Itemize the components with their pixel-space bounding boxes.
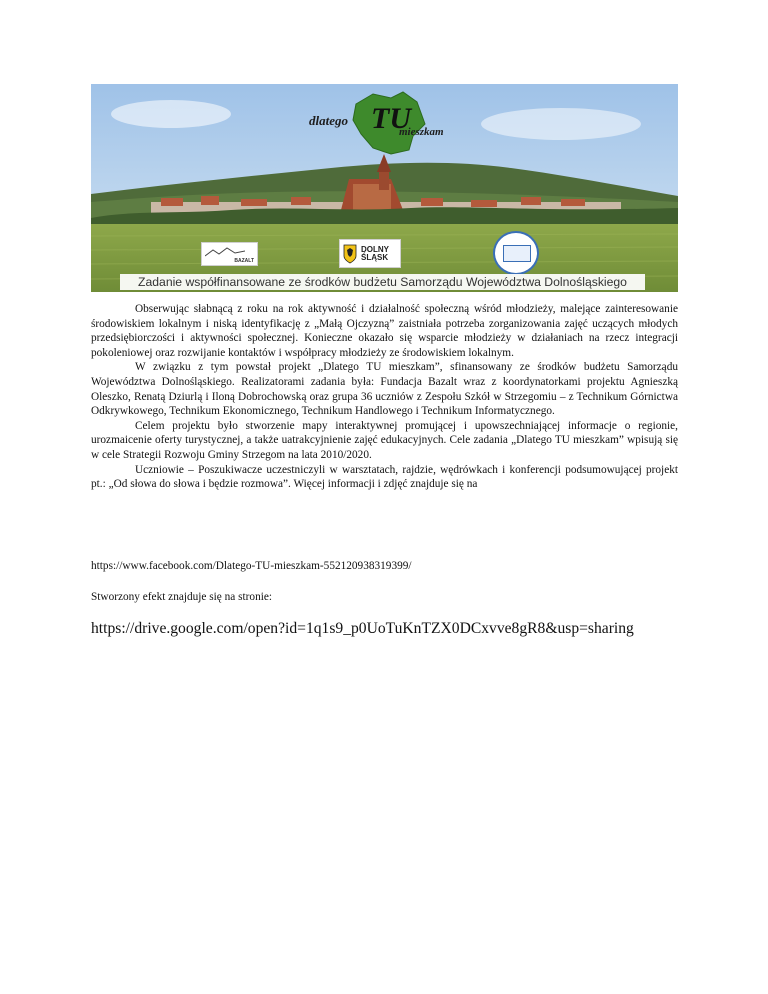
project-banner xyxy=(91,84,678,292)
article-body xyxy=(91,302,678,492)
logo-tu-text: TU xyxy=(371,102,411,135)
caption-text: Zadanie współfinansowane ze środków budżetu Samorządu Województwa Dolnośląskiego xyxy=(138,275,627,289)
bazalt-logo-text: BAZALT xyxy=(234,258,254,264)
drive-link[interactable]: https://drive.google.com/open?id=1q1s9_p0UoTuKnTZX0DCxvve8gR8&usp=sharing xyxy=(91,620,634,637)
paragraph-2: W związku z tym powstał projekt „Dlatego TU mieszkam”, sfinansowany ze środków budżetu Samorządu Województwa Dolnośląskiego. Realizatorami zadania była: Fundacja Bazalt wraz z koordynatorkami projektu Agnieszką Oleszko, Renatą Dziurlą i Iloną Dobrochowską oraz grupa 36 uczniów z Zespołu Szkół w Strzegomiu – z Technikum Górnictwa Odkrywkowego, Technikum Ekonomicznego, Technikum Handlowego i Technikum Informatycznego. xyxy=(91,361,678,418)
paragraph-4: Uczniowie – Poszukiwacze uczestniczyli w warsztatach, rajdzie, wędrówkach i konferencji podsumowującej projekt pt.: „Od słowa do słowa i będzie rozmowa”. Więcej informacji i zdjęć znajduje się na xyxy=(91,463,678,491)
school-logo xyxy=(493,231,539,275)
cofinancing-caption xyxy=(120,274,645,290)
bazalt-logo xyxy=(201,242,258,266)
logo-dlatego-text: dlatego xyxy=(309,113,348,128)
mountain-line-icon xyxy=(205,246,245,258)
dolny-text: DOLNY xyxy=(361,244,389,254)
book-icon xyxy=(503,245,531,262)
result-note: Stworzony efekt znajduje się na stronie: xyxy=(91,591,273,603)
eagle-crest-icon xyxy=(343,244,357,264)
dolny-slask-logo xyxy=(339,239,401,268)
paragraph-3: Celem projektu było stworzenie mapy interaktywnej promującej i upowszechniającej informacje o regionie, urozmaicenie oferty turystycznej, a także uatrakcyjnienie zajęć edukacyjnych. Cele zadania „Dlatego TU mieszkam” wpisują się w cele Strategii Rozwoju Gminy Strzegom na lata 2010/2020. xyxy=(91,419,678,461)
slask-text: ŚLĄSK xyxy=(361,252,389,262)
paragraph-1: Obserwując słabnącą z roku na rok aktywność i działalność społeczną wśród młodzieży, malejące zainteresowanie środowiskiem lokalnym i niską identyfikację z „Małą Ojczyzną” zaistniała potrzeba zorganizowania zajęć uczących młodych przedsiębiorczości i aktywności społecznej. Konieczne okazało się wsparcie młodzieży w działaniach na rzecz integracji pokoleniowej oraz rozwijanie kontaktów i współpracy młodzieży ze środowiskiem lokalnym. xyxy=(91,303,678,359)
logo-mieszkam-text: mieszkam xyxy=(399,126,444,138)
facebook-link[interactable]: https://www.facebook.com/Dlatego-TU-mieszkam-552120938319399/ xyxy=(91,560,412,572)
